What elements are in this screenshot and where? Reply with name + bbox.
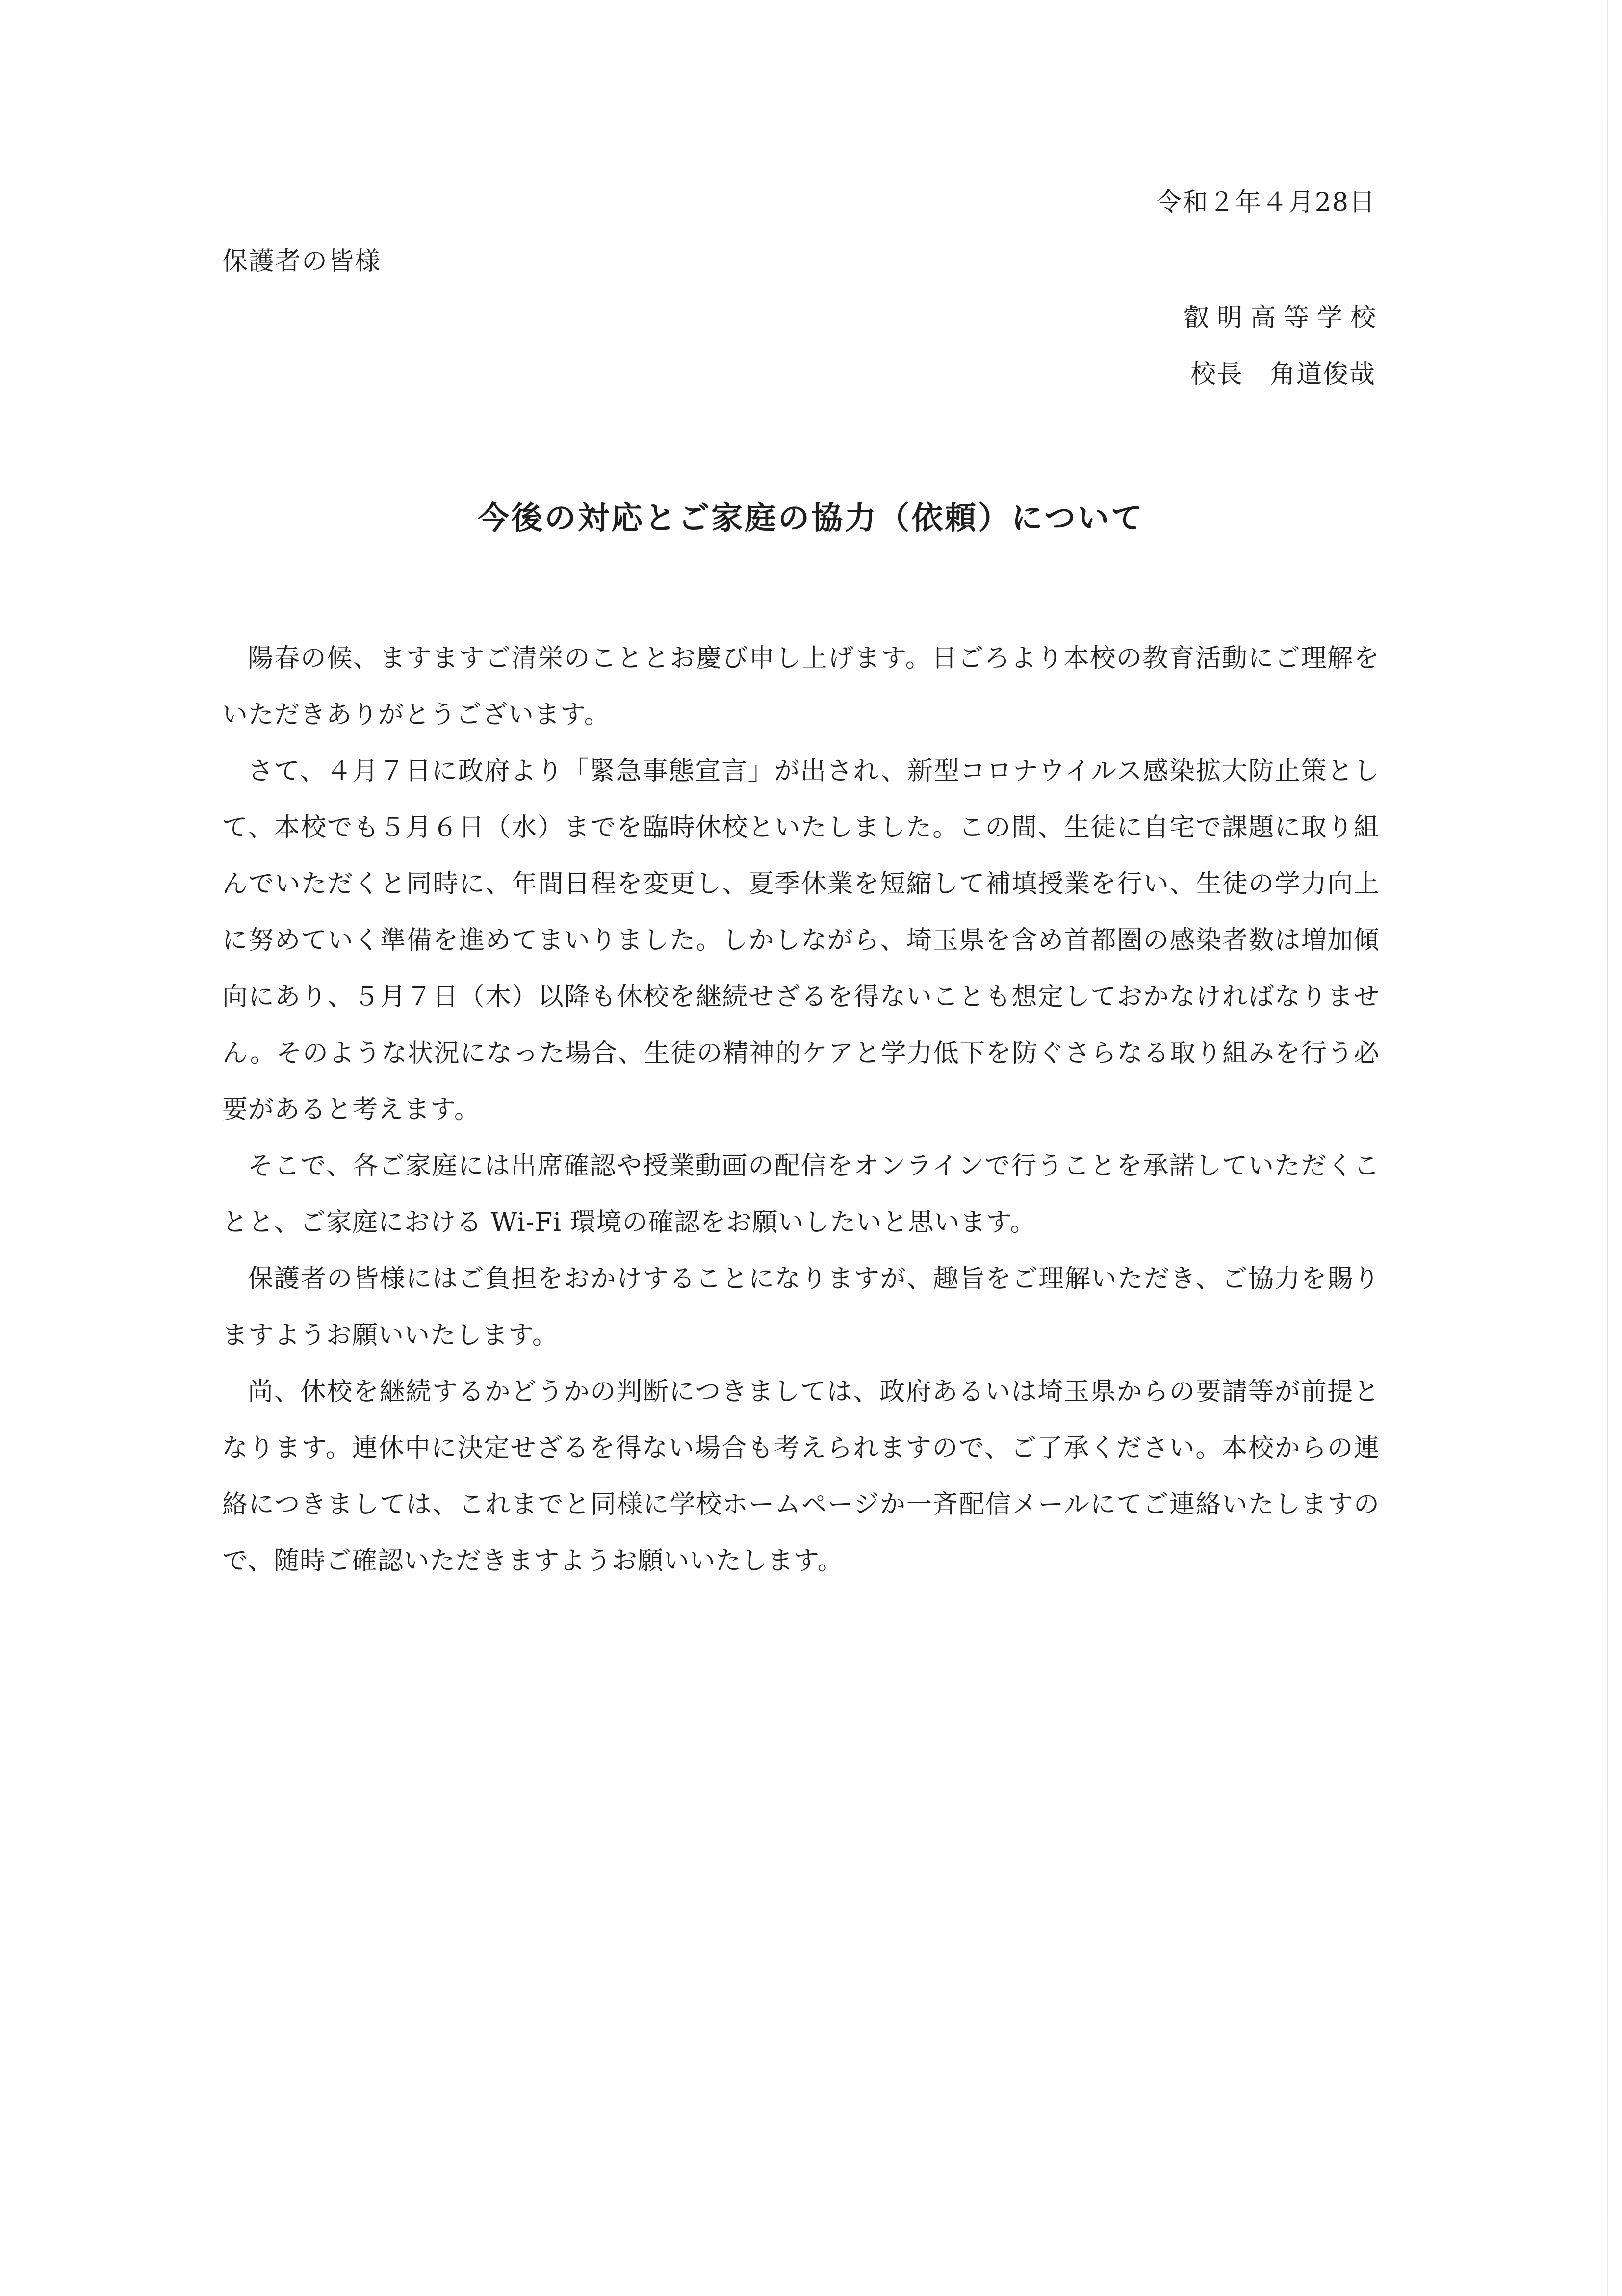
paragraph-greeting: 陽春の候、ますますご清栄のこととお慶び申し上げます。日ごろより本校の教育活動にご理解をいただきありがとうございます。 (222, 644, 1380, 730)
paragraph-request: そこで、各ご家庭には出席確認や授業動画の配信をオンラインで行うことを承諾していただくことと、ご家庭における Wi-Fi 環境の確認をお願いしたいと思います。 (222, 1151, 1380, 1237)
paragraph-thanks: 保護者の皆様にはご負担をおかけすることになりますが、趣旨をご理解いただき、ご協力を賜りますようお願いいたします。 (222, 1264, 1380, 1350)
letter-addressee: 保護者の皆様 (222, 247, 382, 276)
letter-body (222, 630, 1380, 1590)
sender-school: 叡明高等学校 (1183, 303, 1384, 333)
letter-title: 今後の対応とご家庭の協力（依頼）について (478, 500, 1144, 537)
paragraph-notice: 尚、休校を継続するかどうかの判断につきましては、政府あるいは埼玉県からの要請等が前提となります。連休中に決定せざるを得ない場合も考えられますので、ご了承ください。本校からの連絡につきましては、これまでと同様に学校ホームページか一斉配信メールにてご連絡いたしますので、随時ご確認いただきますようお願いいたします。 (222, 1377, 1380, 1576)
letter-date: 令和２年４月28日 (1156, 188, 1376, 217)
scan-edge-artifact (1607, 0, 1608, 2296)
sender-principal: 校長 角道俊哉 (1190, 360, 1376, 389)
paragraph-situation: さて、４月７日に政府より「緊急事態宣言」が出され、新型コロナウイルス感染拡大防止策として、本校でも５月６日（水）までを臨時休校といたしました。この間、生徒に自宅で課題に取り組んでいただくと同時に、年間日程を変更し、夏季休業を短縮して補填授業を行い、生徒の学力向上に努めていく準備を進めてまいりました。しかしながら、埼玉県を含め首都圏の感染者数は増加傾向にあり、５月７日（木）以降も休校を継続せざるを得ないことも想定しておかなければなりません。そのような状況になった場合、生徒の精神的ケアと学力低下を防ぐさらなる取り組みを行う必要があると考えます。 (222, 757, 1380, 1124)
